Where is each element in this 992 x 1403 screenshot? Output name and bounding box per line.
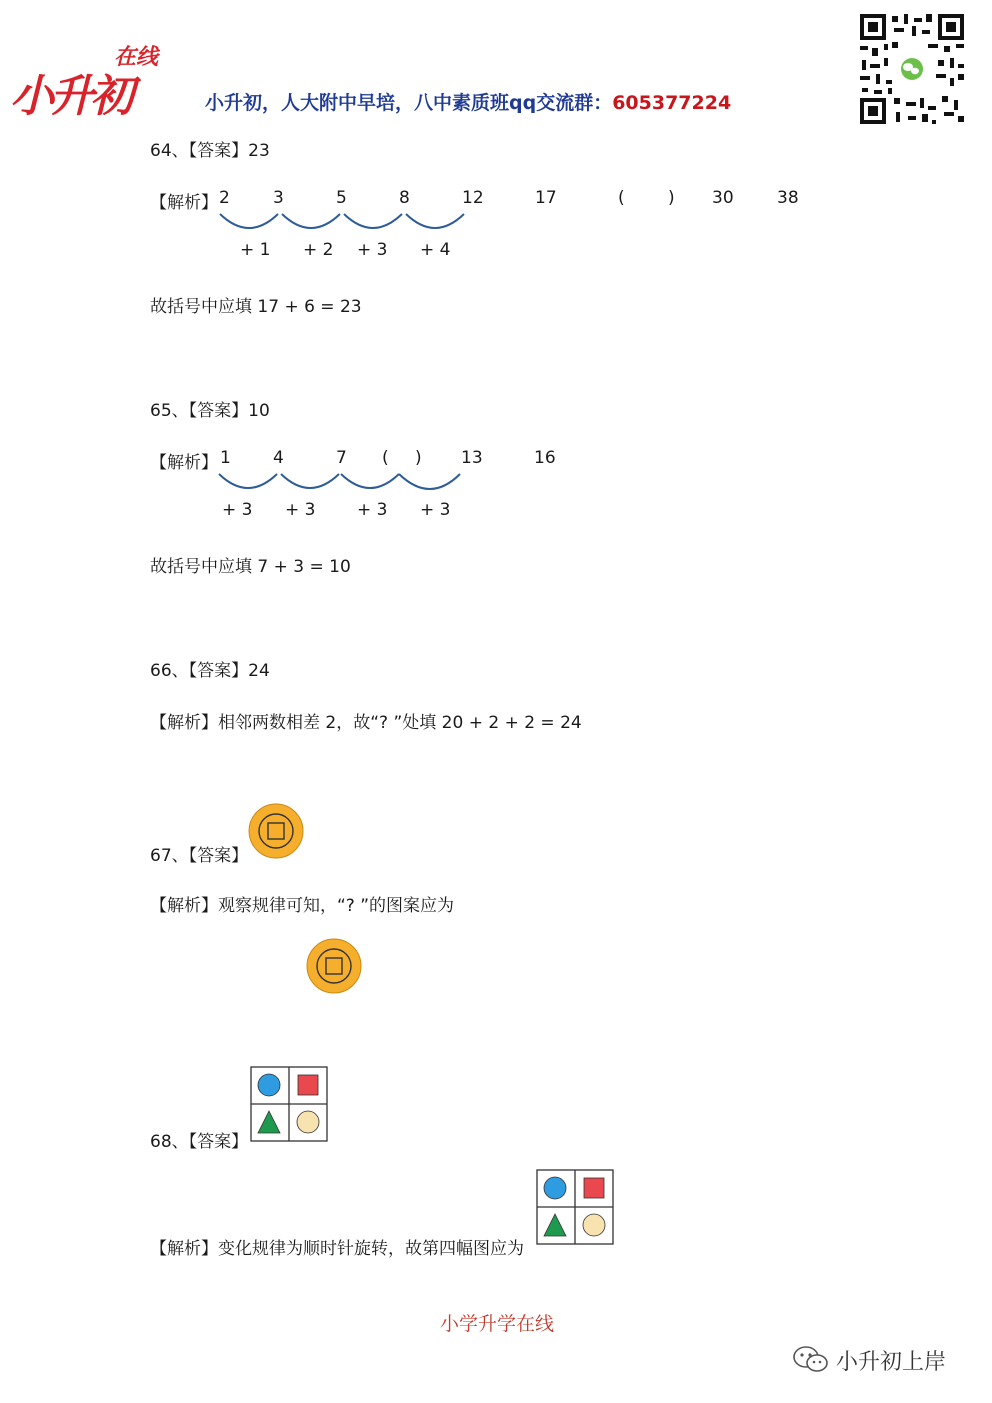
- q65-arc: [399, 474, 460, 489]
- q65-blank-close: ): [415, 448, 422, 468]
- wechat-icon: [792, 1344, 830, 1376]
- logo-sub-text: 在线: [114, 45, 159, 70]
- q65-blank-open: (: [382, 448, 389, 468]
- q65-diff: + 3: [222, 500, 253, 520]
- banner-text: 小升初，人大附中早培，八中素质班qq交流群：: [205, 92, 613, 114]
- q64-arcs: [0, 200, 992, 240]
- watermark-text: 小升初上岸: [836, 1349, 947, 1375]
- q64-diff: + 2: [303, 240, 334, 260]
- q64-term: 5: [336, 188, 347, 208]
- q64-arc: [220, 214, 278, 228]
- coin-icon: [306, 938, 362, 994]
- q65-term: 1: [220, 448, 231, 468]
- q65-diff: + 3: [357, 500, 388, 520]
- q64-conclusion: 故括号中应填 17 + 6 = 23: [150, 297, 362, 317]
- coin-icon: [248, 803, 304, 859]
- q66-analysis: 【解析】相邻两数相差 2，故“? ”处填 20 + 2 + 2 = 24: [150, 713, 582, 733]
- logo-main-text: 小升初: [10, 71, 130, 122]
- q65-term: 4: [273, 448, 284, 468]
- q64-diff: + 3: [357, 240, 388, 260]
- q65-arcs: [0, 460, 992, 500]
- watermark: [792, 1344, 946, 1376]
- q65-arc: [341, 474, 399, 488]
- q67-answer: 67、【答案】: [150, 846, 249, 866]
- q64-analysis-label: 【解析】: [150, 193, 218, 213]
- qq-number: 605377224: [612, 92, 732, 114]
- q64-answer: 64、【答案】23: [150, 141, 270, 161]
- q64-term: 17: [535, 188, 557, 208]
- qr-code-icon: [858, 12, 966, 126]
- q65-term: 7: [336, 448, 347, 468]
- q65-arc: [219, 474, 277, 488]
- q68-answer: 68、【答案】: [150, 1132, 249, 1152]
- q68-analysis: 【解析】变化规律为顺时针旋转，故第四幅图应为: [150, 1239, 524, 1259]
- q64-arc: [406, 214, 464, 228]
- q64-arc: [282, 214, 340, 228]
- shape-grid-icon: [250, 1066, 328, 1142]
- header-banner: [205, 88, 731, 115]
- q64-term: 3: [273, 188, 284, 208]
- q64-diff: + 4: [420, 240, 451, 260]
- q65-answer: 65、【答案】10: [150, 401, 270, 421]
- q65-term: 16: [534, 448, 556, 468]
- q67-analysis: 【解析】观察规律可知，“? ”的图案应为: [150, 896, 455, 916]
- q64-term: 8: [399, 188, 410, 208]
- q65-analysis-label: 【解析】: [150, 453, 218, 473]
- q64-blank-close: ): [668, 188, 675, 208]
- q65-term: 13: [461, 448, 483, 468]
- q64-blank-open: (: [618, 188, 625, 208]
- q64-term: 12: [462, 188, 484, 208]
- footer-text: 小学升学在线: [440, 1313, 555, 1335]
- q65-conclusion: 故括号中应填 7 + 3 = 10: [150, 557, 351, 577]
- q64-term: 2: [219, 188, 230, 208]
- logo: [10, 40, 170, 122]
- q64-term: 30: [712, 188, 734, 208]
- q64-diff: + 1: [240, 240, 271, 260]
- q65-arc: [281, 474, 339, 488]
- q66-answer: 66、【答案】24: [150, 661, 270, 681]
- q64-arc: [344, 214, 402, 228]
- shape-grid-icon: [536, 1169, 614, 1245]
- q65-diff: + 3: [285, 500, 316, 520]
- q64-term: 38: [777, 188, 799, 208]
- q65-diff: + 3: [420, 500, 451, 520]
